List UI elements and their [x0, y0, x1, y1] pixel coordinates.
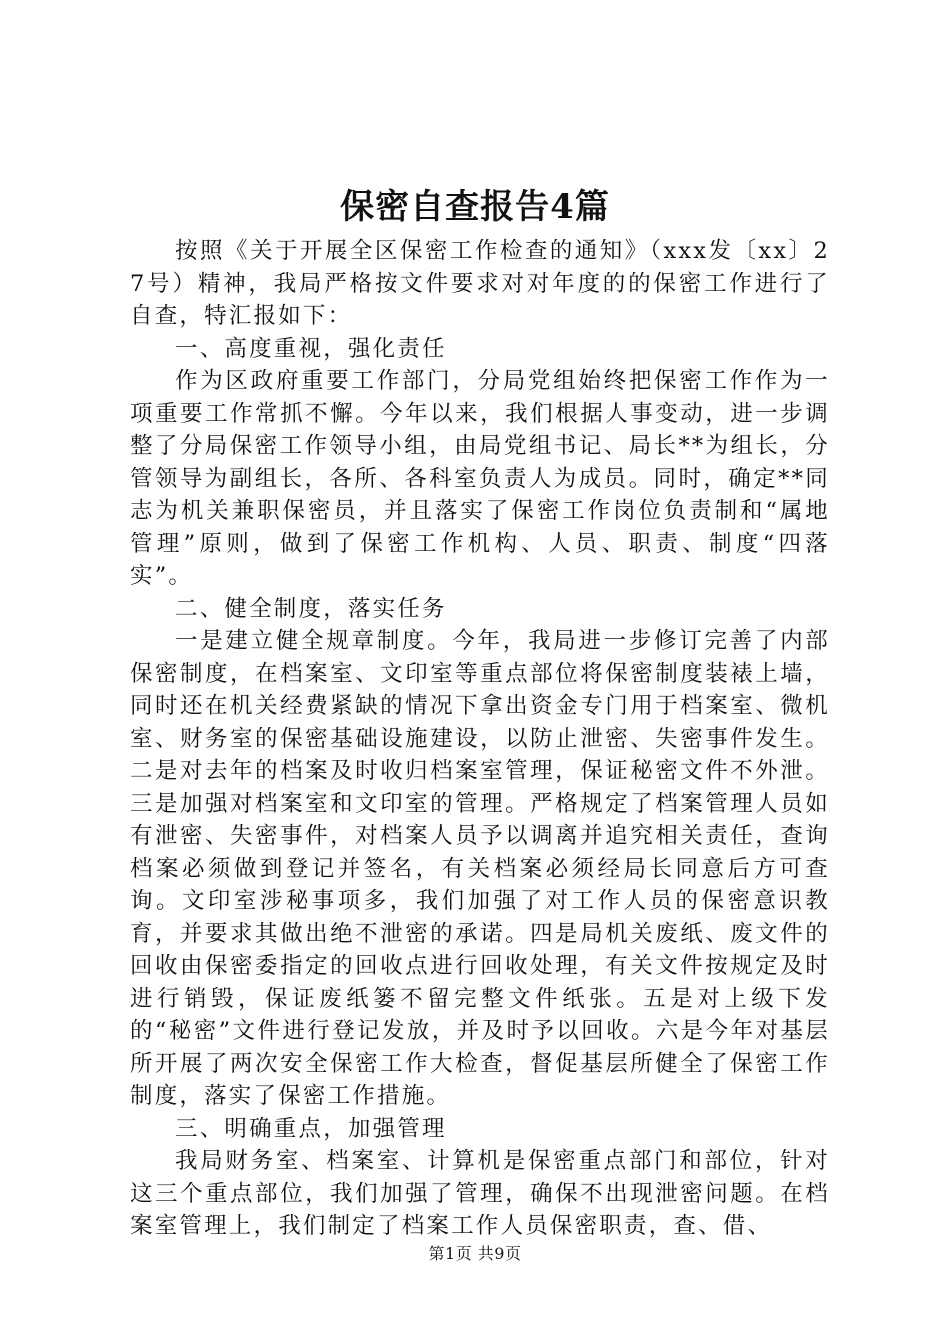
section-3-paragraph: 我局财务室、档案室、计算机是保密重点部门和部位，针对这三个重点部位，我们加强了管理，确保不出现泄密问题。在档案室管理上，我们制定了档案工作人员保密职责，查、借、: [130, 1148, 830, 1239]
section-2-paragraph: 一是建立健全规章制度。今年，我局进一步修订完善了内部保密制度，在档案室、文印室等重点部位将保密制度装裱上墙，同时还在机关经费紧缺的情况下拿出资金专门用于档案室、微机室、财务室的保密基础设施建设，以防止泄密、失密事件发生。二是对去年的档案及时收归档案室管理，保证秘密文件不外泄。三是加强对档案室和文印室的管理。严格规定了档案管理人员如有泄密、失密事件，对档案人员予以调离并追究相关责任，查询档案必须做到登记并签名，有关档案必须经局长同意后方可查询。文印室涉秘事项多，我们加强了对工作人员的保密意识教育，并要求其做出绝不泄密的承诺。四是局机关废纸、废文件的回收由保密委指定的回收点进行回收处理，有关文件按规定及时进行销毁，保证废纸篓不留完整文件纸张。五是对上级下发的“秘密”文件进行登记发放，并及时予以回收。六是今年对基层所开展了两次安全保密工作大检查，督促基层所健全了保密工作制度，落实了保密工作措施。: [130, 628, 830, 1109]
document-title: 保密自查报告4篇: [340, 187, 610, 227]
section-1-heading: 一、高度重视，强化责任: [175, 335, 447, 362]
page-number-footer: 第1页 共9页: [428, 1244, 522, 1263]
section-3-heading: 三、明确重点，加强管理: [175, 1115, 447, 1142]
section-1-paragraph: 作为区政府重要工作部门，分局党组始终把保密工作作为一项重要工作常抓不懈。今年以来，我们根据人事变动，进一步调整了分局保密工作领导小组，由局党组书记、局长**为组长，分管领导为副组长，各所、各科室负责人为成员。同时，确定**同志为机关兼职保密员，并且落实了保密工作岗位负责制和“属地管理”原则，做到了保密工作机构、人员、职责、制度“四落实”。: [130, 368, 830, 589]
section-2-heading: 二、健全制度，落实任务: [175, 595, 447, 622]
intro-paragraph: 按照《关于开展全区保密工作检查的通知》（xxx发〔xx〕27号）精神，我局严格按文件要求对对年度的的保密工作进行了自查，特汇报如下：: [130, 238, 830, 329]
document-body: [130, 235, 830, 1243]
